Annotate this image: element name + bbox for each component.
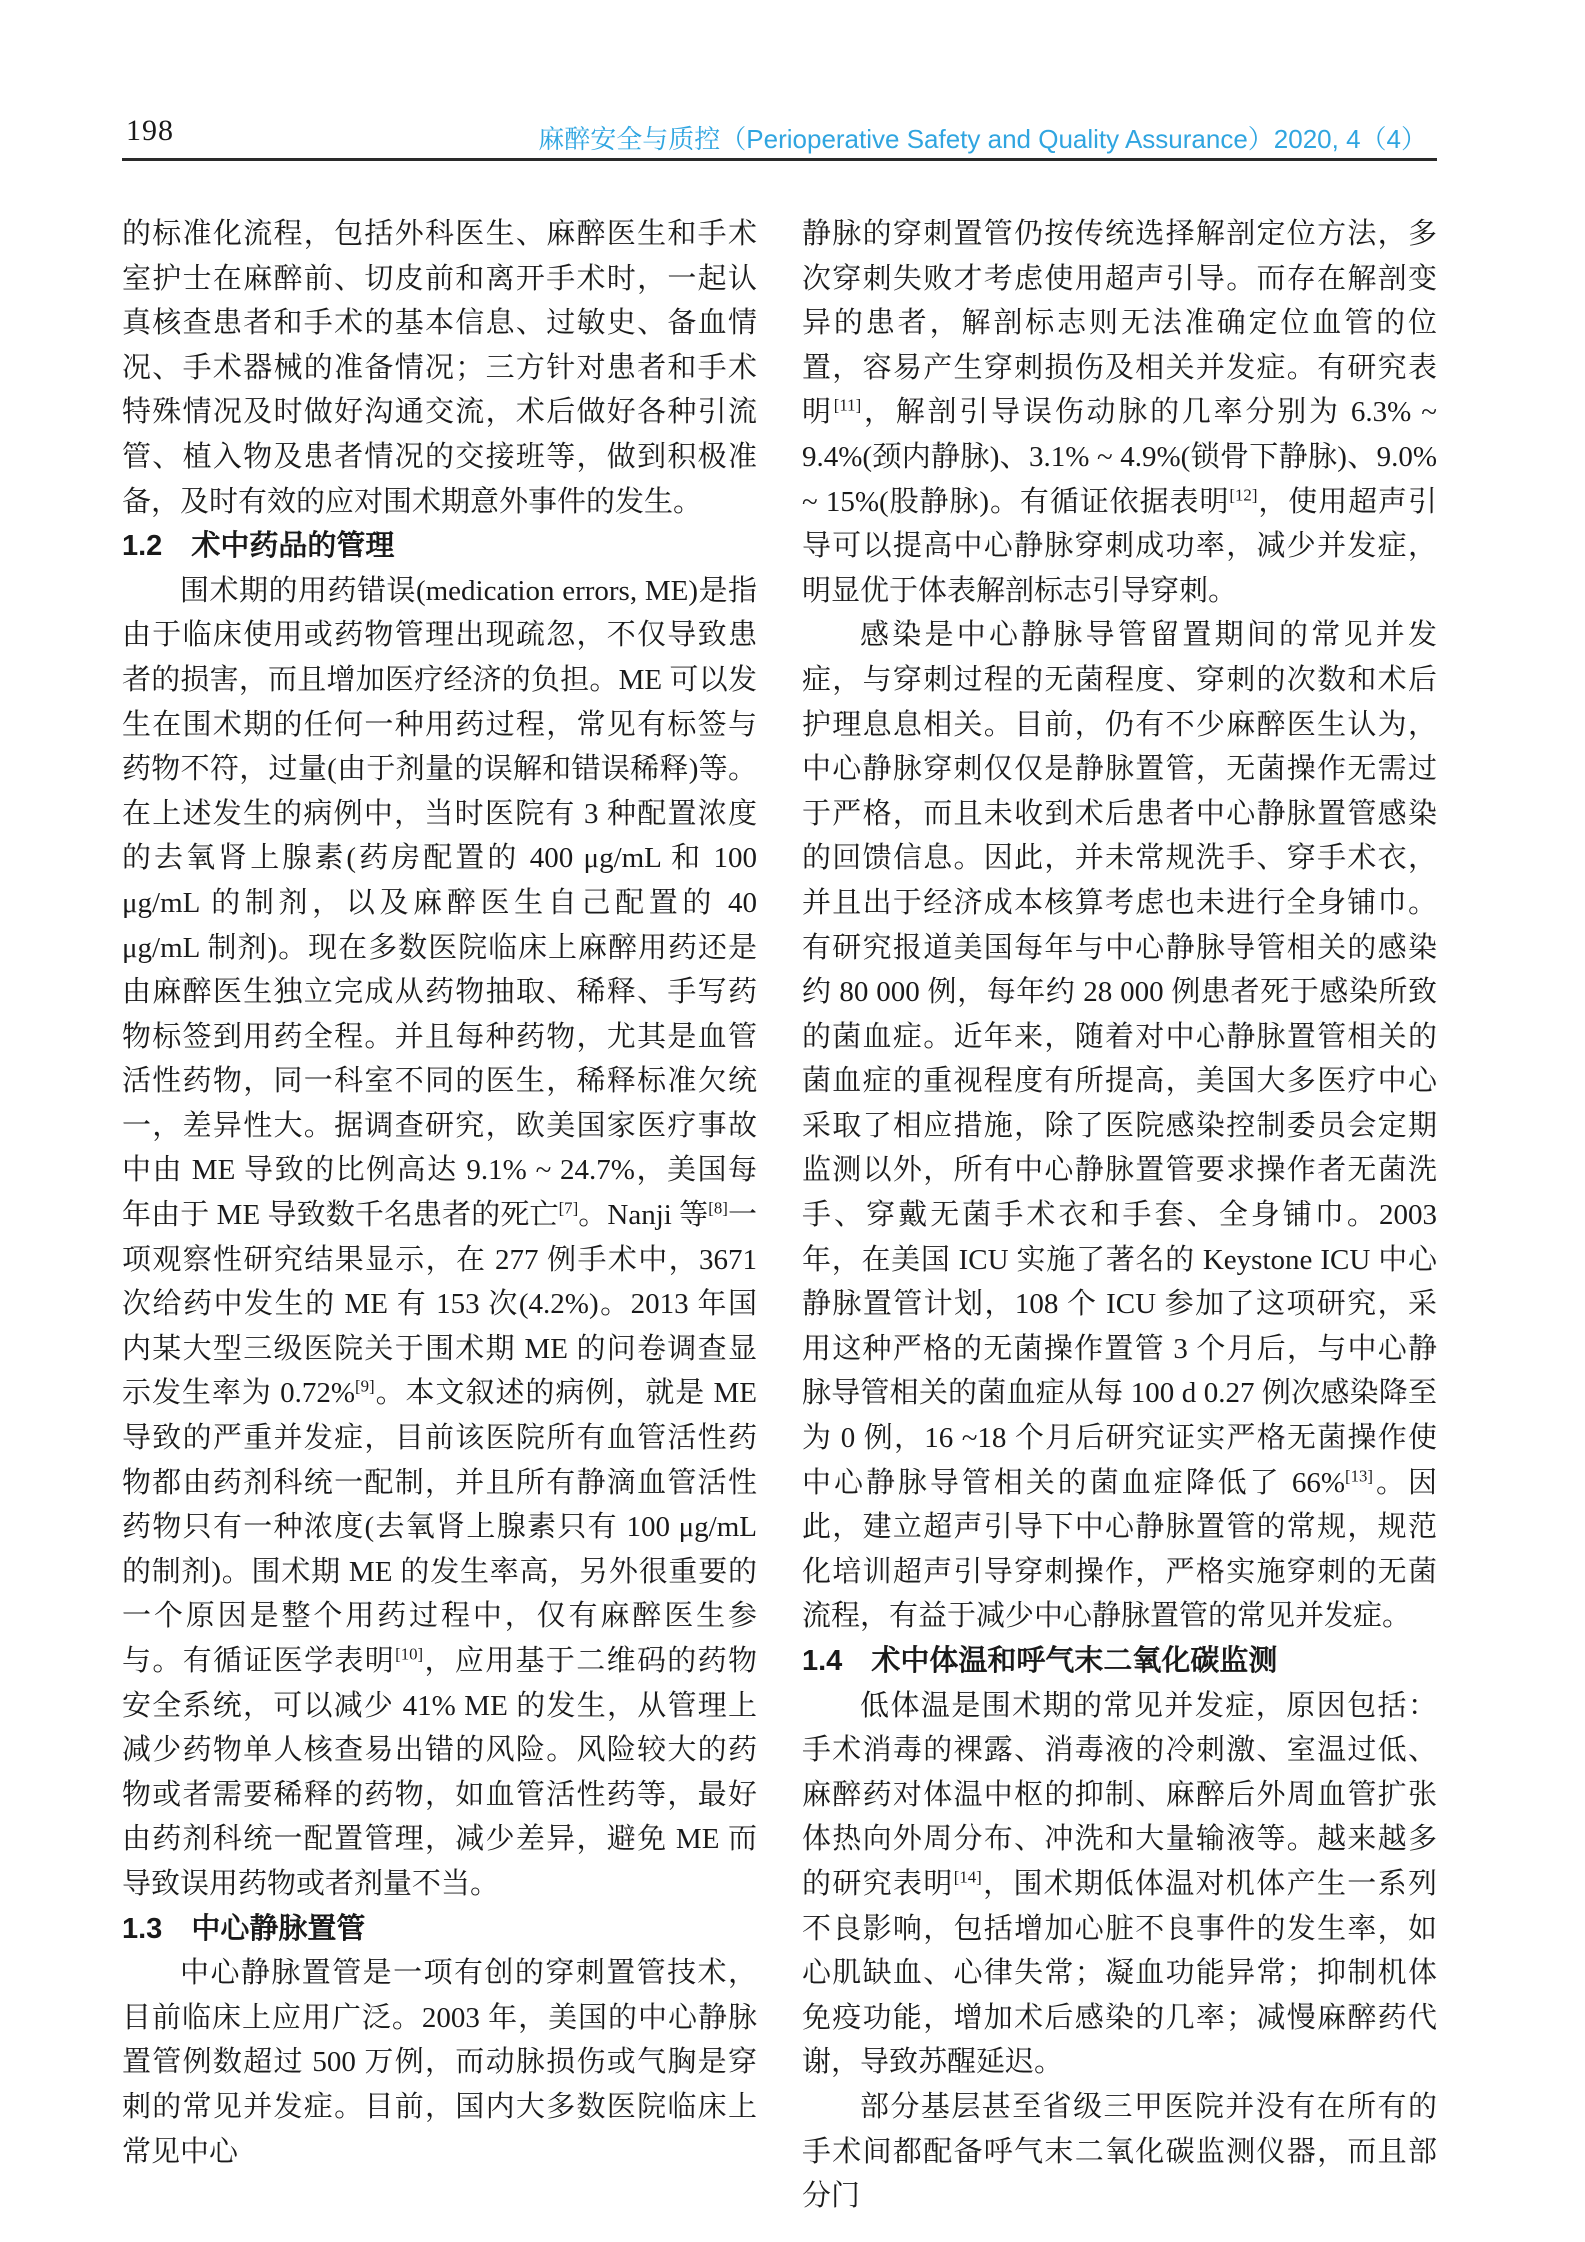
- body-paragraph: 感染是中心静脉导管留置期间的常见并发症，与穿刺过程的无菌程度、穿刺的次数和术后护理息息相关。目前，仍有不少麻醉医生认为，中心静脉穿刺仅仅是静脉置管，无菌操作无需过于严格，而且未收到术后患者中心静脉置管感染的回馈信息。因此，并未常规洗手、穿手术衣，并且出于经济成本核算考虑也未进行全身铺巾。有研究报道美国每年与中心静脉导管相关的感染约 80 000 例，每年约 28 000 例患者死于感染所致的菌血症。近年来，随着对中心静脉置管相关的菌血症的重视程度有所提高，美国大多医疗中心采取了相应措施，除了医院感染控制委员会定期监测以外，所有中心静脉置管要求操作者无菌洗手、穿戴无菌手术衣和手套、全身铺巾。2003 年，在美国 ICU 实施了著名的 Keystone ICU 中心静脉置管计划，108 个 ICU 参加了这项研究，采用这种严格的无菌操作置管 3 个月后，与中心静脉导管相关的菌血症从每 100 d 0.27 例次感染降至为 0 例，16 ~18 个月后研究证实严格无菌操作使中心静脉导管相关的菌血症降低了 66%[13]。因此，建立超声引导下中心静脉置管的常规，规范化培训超声引导穿刺操作，严格实施穿刺的无菌流程，有益于减少中心静脉置管的常见并发症。: [802, 619, 1437, 1633]
- header-divider: [122, 158, 1437, 161]
- body-paragraph: 中心静脉置管是一项有创的穿刺置管技术，目前临床上应用广泛。2003 年，美国的中心静脉置管例数超过 500 万例，而动脉损伤或气胸是穿刺的常见并发症。目前，国内大多数医院临床上常见中心: [122, 1957, 757, 2168]
- citation-ref: [12]: [1229, 484, 1258, 504]
- left-column: [122, 212, 757, 2174]
- section-heading: 1.2 术中药品的管理: [122, 530, 395, 563]
- citation-ref: [11]: [833, 395, 862, 415]
- body-paragraph: 的标准化流程，包括外科医生、麻醉医生和手术室护士在麻醉前、切皮前和离开手术时，一起认真核查患者和手术的基本信息、过敏史、备血情况、手术器械的准备情况；三方针对患者和手术特殊情况及时做好沟通交流，术后做好各种引流管、植入物及患者情况的交接班等，做到积极准备，及时有效的应对围术期意外事件的发生。: [122, 218, 757, 518]
- citation-ref: [10]: [395, 1644, 424, 1664]
- body-paragraph: 围术期的用药错误(medication errors, ME)是指由于临床使用或药物管理出现疏忽，不仅导致患者的损害，而且增加医疗经济的负担。ME 可以发生在围术期的任何一种用药过程，常见有标签与药物不符，过量(由于剂量的误解和错误稀释)等。在上述发生的病例中，当时医院有 3 种配置浓度的去氧肾上腺素(药房配置的 400 μg/mL 和 100 μg/mL 的制剂，以及麻醉医生自己配置的 40 μg/mL 制剂)。现在多数医院临床上麻醉用药还是由麻醉医生独立完成从药物抽取、稀释、手写药物标签到用药全程。并且每种药物，尤其是血管活性药物，同一科室不同的医生，稀释标准欠统一，差异性大。据调查研究，欧美国家医疗事故中由 ME 导致的比例高达 9.1% ~ 24.7%，美国每年由于 ME 导致数千名患者的死亡[7]。Nanji 等[8]一项观察性研究结果显示，在 277 例手术中，3671 次给药中发生的 ME 有 153 次(4.2%)。2013 年国内某大型三级医院关于围术期 ME 的问卷调查显示发生率为 0.72%[9]。本文叙述的病例，就是 ME 导致的严重并发症，目前该医院所有血管活性药物都由药剂科统一配制，并且所有静滴血管活性药物只有一种浓度(去氧肾上腺素只有 100 μg/mL 的制剂)。围术期 ME 的发生率高，另外很重要的一个原因是整个用药过程中，仅有麻醉医生参与。有循证医学表明[10]，应用基于二维码的药物安全系统，可以减少 41% ME 的发生，从管理上减少药物单人核查易出错的风险。风险较大的药物或者需要稀释的药物，如血管活性药等，最好由药剂科统一配置管理，减少差异，避免 ME 而导致误用药物或者剂量不当。: [122, 574, 757, 1900]
- citation-ref: [13]: [1345, 1465, 1374, 1485]
- citation-ref: [7]: [558, 1198, 579, 1218]
- section-heading: 1.3 中心静脉置管: [122, 1912, 366, 1945]
- citation-ref: [14]: [953, 1867, 982, 1887]
- citation-ref: [8]: [708, 1198, 728, 1218]
- right-column: [802, 212, 1437, 2219]
- citation-ref: [9]: [355, 1376, 375, 1396]
- body-paragraph: 静脉的穿刺置管仍按传统选择解剖定位方法，多次穿刺失败才考虑使用超声引导。而存在解剖变异的患者，解剖标志则无法准确定位血管的位置，容易产生穿刺损伤及相关并发症。有研究表明[11]，解剖引导误伤动脉的几率分别为 6.3% ~ 9.4%(颈内静脉)、3.1% ~ 4.9%(锁骨下静脉)、9.0% ~ 15%(股静脉)。有循证依据表明[12]，使用超声引导可以提高中心静脉穿刺成功率，减少并发症，明显优于体表解剖标志引导穿刺。: [802, 218, 1437, 607]
- journal-title: 麻醉安全与质控（Perioperative Safety and Quality Assurance）2020, 4（4）: [538, 124, 1427, 154]
- body-paragraph: 部分基层甚至省级三甲医院并没有在所有的手术间都配备呼气末二氧化碳监测仪器，而且部分门: [802, 2090, 1437, 2213]
- body-paragraph: 低体温是围术期的常见并发症，原因包括：手术消毒的裸露、消毒液的冷刺激、室温过低、麻醉药对体温中枢的抑制、麻醉后外周血管扩张体热向外周分布、冲洗和大量输液等。越来越多的研究表明[14]，围术期低体温对机体产生一系列不良影响，包括增加心脏不良事件的发生率，如心肌缺血、心律失常；凝血功能异常；抑制机体免疫功能，增加术后感染的几率；减慢麻醉药代谢，导致苏醒延迟。: [802, 1689, 1437, 2079]
- page-number: 198: [126, 114, 174, 147]
- section-heading: 1.4 术中体温和呼气末二氧化碳监测: [802, 1645, 1278, 1677]
